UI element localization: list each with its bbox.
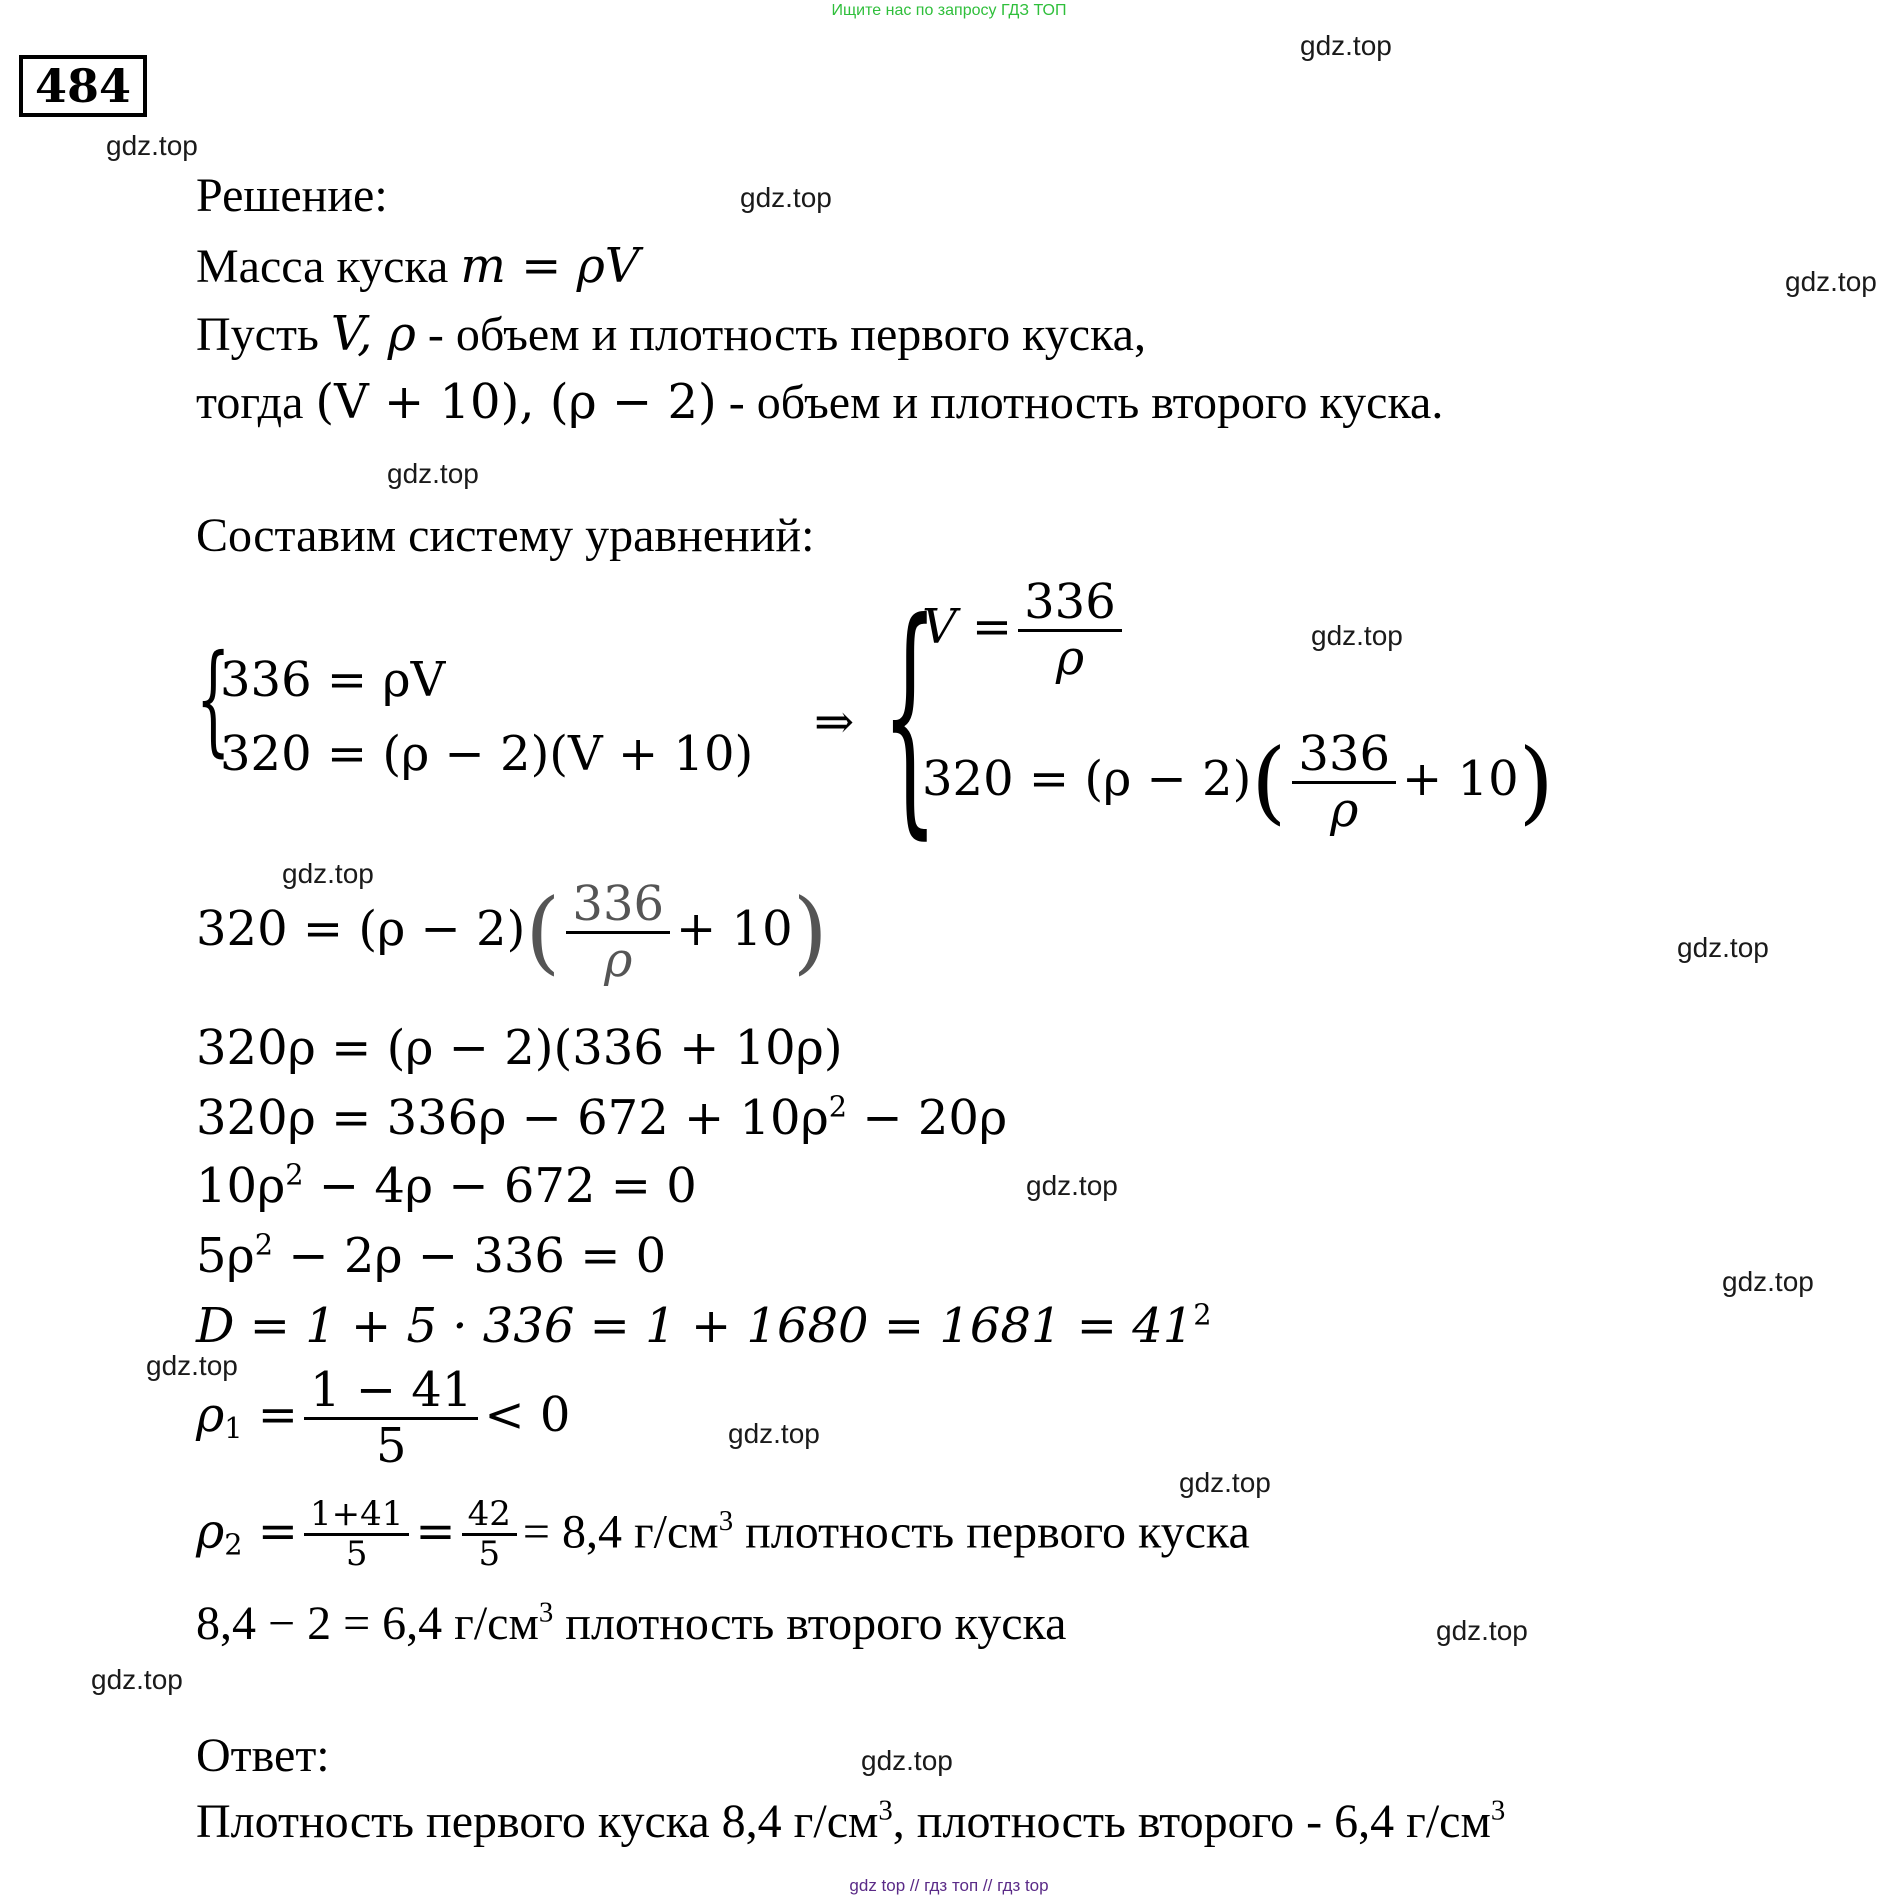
system-heading: Составим систему уравнений:: [196, 509, 815, 562]
mass-label: Масса куска: [196, 240, 461, 293]
rho1-den: 5: [375, 1417, 407, 1474]
discriminant: [196, 1296, 1212, 1356]
rho2-value: = 8,4 г/см: [522, 1505, 719, 1559]
step-5: [196, 1226, 666, 1286]
answer-a: Плотность первого куска 8,4 г/см: [196, 1795, 879, 1848]
rho2-num1: 1+41: [304, 1496, 409, 1536]
let-suffix: - объем и плотность первого куска,: [415, 308, 1146, 361]
mass-line: [196, 236, 639, 296]
top-banner[interactable]: Ищите нас по запросу ГДЗ ТОП: [831, 2, 1067, 19]
second-value: 8,4 − 2 = 6,4 г/см: [196, 1597, 539, 1650]
rho2-den1: 5: [345, 1534, 368, 1575]
step5-a: 5ρ: [196, 1228, 255, 1284]
system2-eq1: [922, 576, 1128, 685]
fraction-336-rho: [566, 878, 670, 987]
let-prefix: Пусть: [196, 308, 331, 361]
step3-a: 320ρ = 336ρ − 672 + 10ρ: [196, 1090, 829, 1146]
plus-ten: + 10: [676, 900, 793, 957]
eq2-left: 320 = (ρ − 2): [922, 750, 1252, 807]
rho2-fraction-2: [462, 1496, 517, 1574]
step4-sup: 2: [285, 1157, 304, 1192]
rho2-fraction-1: [304, 1496, 409, 1574]
rho1-label: ρ: [196, 1386, 225, 1443]
frac-denominator: ρ: [1330, 781, 1359, 838]
step-2: 320ρ = (ρ − 2)(336 + 10ρ): [196, 1020, 843, 1076]
step3-b: − 20ρ: [847, 1090, 1008, 1146]
step5-sup: 2: [254, 1227, 274, 1262]
rho2-line: [196, 1496, 1250, 1574]
system1-eq2: 320 = (ρ − 2)(V + 10): [220, 726, 754, 782]
watermark: gdz.top: [1179, 1467, 1271, 1498]
watermark: gdz.top: [106, 130, 198, 161]
left-brace: {: [196, 630, 231, 769]
rho1-sub: 1: [224, 1410, 243, 1445]
rho1-tail: < 0: [484, 1386, 571, 1443]
watermark: gdz.top: [1311, 620, 1403, 651]
watermark: gdz.top: [146, 1350, 238, 1381]
implies-arrow: ⇒: [814, 694, 855, 750]
let-line: [196, 304, 1146, 364]
rho1-num: 1 − 41: [304, 1364, 478, 1420]
v-equals: V =: [922, 598, 1013, 655]
rho2-eq2: =: [415, 1503, 456, 1560]
mass-formula: m = ρV: [460, 238, 640, 294]
step-3: [196, 1088, 1007, 1148]
fraction-336-rho: [1292, 728, 1396, 837]
second-sup: 3: [538, 1596, 554, 1629]
task-number-badge: 484: [19, 55, 147, 117]
rho2-eq: =: [242, 1503, 299, 1560]
frac-denominator: ρ: [1055, 629, 1085, 686]
answer-line: [196, 1794, 1505, 1850]
watermark: gdz.top: [91, 1664, 183, 1695]
watermark: gdz.top: [728, 1418, 820, 1449]
step-1: 320 = (ρ − 2)( $\frac{336}{\rho}$ + 10): [196, 876, 828, 988]
watermark: gdz.top: [1436, 1615, 1528, 1646]
watermark: gdz.top: [861, 1745, 953, 1776]
disc-a: D = 1 + 5 · 336 = 1 + 1680 = 1681 = 41: [196, 1298, 1194, 1354]
frac-numerator: 336: [1292, 728, 1396, 784]
watermark: gdz.top: [1722, 1266, 1814, 1297]
watermark: gdz.top: [1785, 266, 1877, 297]
frac-denominator: ρ: [604, 931, 633, 988]
watermark: gdz.top: [740, 182, 832, 213]
let-vars: V, ρ: [330, 306, 416, 362]
rho1-fraction: [304, 1364, 478, 1473]
watermark: gdz.top: [387, 458, 479, 489]
rho2-num2: 42: [462, 1496, 517, 1536]
solution-heading: Решение:: [196, 169, 388, 222]
fraction-336-rho: [1018, 576, 1122, 685]
then-vars: (V + 10), (ρ − 2): [315, 374, 717, 430]
system2-eq2: 320 = (ρ − 2)( $\frac{336}{\rho}$ + 10): [922, 726, 1554, 838]
then-suffix: - объем и плотность второго куска.: [716, 376, 1444, 429]
rho2-sup: 3: [718, 1505, 734, 1538]
answer-sup1: 3: [878, 1794, 893, 1827]
step1-left: 320 = (ρ − 2): [196, 900, 526, 957]
answer-sup2: 3: [1490, 1794, 1506, 1827]
answer-heading: Ответ:: [196, 1729, 330, 1782]
frac-numerator: 336: [566, 878, 670, 934]
then-line: [196, 372, 1443, 432]
watermark: gdz.top: [1300, 30, 1392, 61]
footer-links[interactable]: gdz top // гдз топ // гдз top: [849, 1876, 1049, 1895]
then-prefix: тогда: [196, 376, 316, 429]
watermark: gdz.top: [282, 858, 374, 889]
watermark: gdz.top: [1677, 932, 1769, 963]
step4-a: 10ρ: [196, 1158, 286, 1214]
answer-b: , плотность второго - 6,4 г/см: [892, 1795, 1491, 1848]
rho2-label: ρ: [196, 1503, 225, 1560]
second-piece-line: [196, 1596, 1066, 1652]
frac-numerator: 336: [1018, 576, 1122, 632]
step3-sup: 2: [828, 1089, 848, 1124]
rho1-eq: =: [242, 1386, 299, 1443]
rho2-sub: 2: [224, 1527, 243, 1562]
watermark: gdz.top: [1026, 1170, 1118, 1201]
step4-b: − 4ρ − 672 = 0: [303, 1158, 697, 1214]
step5-b: − 2ρ − 336 = 0: [273, 1228, 667, 1284]
rho1-line: [196, 1364, 570, 1473]
rho2-text: плотность первого куска: [733, 1505, 1250, 1559]
system1-eq1: 336 = ρV: [220, 652, 446, 708]
second-text: плотность второго куска: [553, 1597, 1067, 1650]
rho2-den2: 5: [478, 1534, 501, 1575]
disc-sup: 2: [1193, 1297, 1212, 1332]
plus-ten: + 10: [1402, 750, 1519, 807]
right-brace: {: [882, 569, 938, 860]
step-4: [196, 1156, 697, 1216]
